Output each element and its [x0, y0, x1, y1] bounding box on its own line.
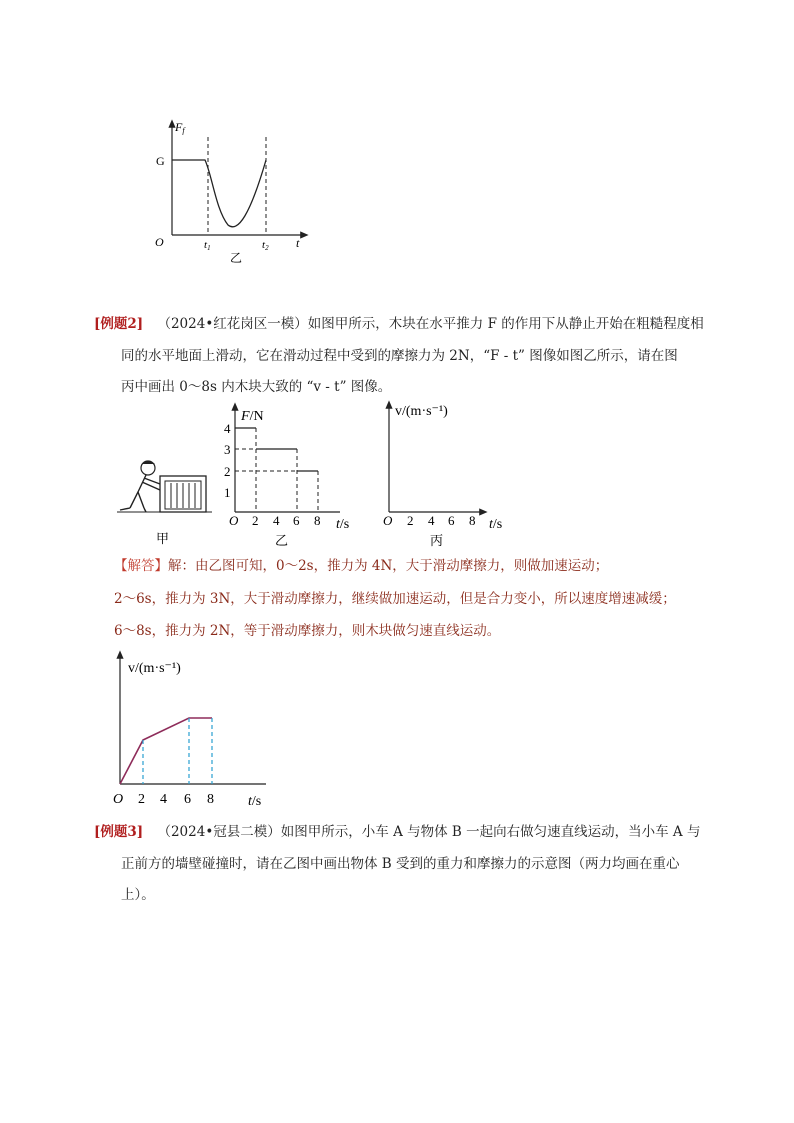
example2-line1 — [94, 318, 704, 332]
example3-line2: 正前方的墙壁碰撞时，请在乙图中画出物体 B 受到的重力和摩擦力的示意图（两力均画在重心 — [121, 856, 680, 872]
x-axis-label: t/s — [248, 794, 262, 809]
example3-line1 — [94, 826, 700, 840]
y-axis-label: v/(m·s⁻¹) — [128, 661, 181, 676]
t2-label: t2 — [262, 239, 269, 252]
x-tick-6: 6 — [184, 792, 191, 807]
velocity-curve — [120, 718, 212, 784]
origin-label: O — [383, 513, 393, 528]
answer-tag: 【解答】 — [114, 558, 168, 574]
figure-caption: 乙 — [275, 533, 289, 548]
x-tick-8: 8 — [469, 513, 476, 528]
person-legs — [120, 508, 146, 512]
y-tick-3: 3 — [224, 442, 231, 457]
answer-text-line1: 解：由乙图可知，0～2s，推力为 4N，大于滑动摩擦力，则做加速运动； — [168, 558, 609, 574]
x-tick-4: 4 — [428, 513, 435, 528]
answer-line2: 2～6s，推力为 3N，大于滑动摩擦力，继续做加速运动，但是合力变小，所以速度增速减缓； — [114, 591, 676, 607]
x-tick-4: 4 — [273, 513, 280, 528]
y-tick-1: 1 — [224, 485, 231, 500]
answer-line3: 6～8s，推力为 2N，等于滑动摩擦力，则木块做匀速直线运动。 — [114, 623, 501, 639]
x-axis-label: t/s — [336, 517, 350, 532]
force-time-graph — [220, 402, 360, 550]
y-tick-4: 4 — [224, 421, 231, 436]
figure-caption: 甲 — [156, 531, 170, 546]
person-body — [130, 475, 160, 508]
example2-tag: [例题2] — [94, 316, 144, 332]
empty-velocity-graph — [372, 398, 522, 550]
origin-label: O — [155, 235, 164, 249]
y-tick-2: 2 — [224, 464, 231, 479]
x-axis-label: t — [296, 236, 300, 250]
example2-text-line1: （2024•红花岗区一模）如图甲所示，木块在水平推力 F 的作用下从静止开始在粗糙程度相 — [157, 316, 704, 332]
x-tick-6: 6 — [448, 513, 455, 528]
friction-time-graph — [150, 115, 315, 270]
x-tick-8: 8 — [207, 792, 214, 807]
x-tick-4: 4 — [160, 792, 167, 807]
y-axis-label: Ff — [175, 120, 185, 135]
x-tick-8: 8 — [314, 513, 321, 528]
y-axis-label: v/(m·s⁻¹) — [395, 404, 448, 419]
x-tick-6: 6 — [293, 513, 300, 528]
friction-curve — [172, 160, 266, 227]
answer-line1 — [114, 560, 608, 574]
origin-label: O — [229, 513, 239, 528]
g-label: G — [156, 154, 165, 168]
x-axis-label: t/s — [489, 517, 503, 532]
push-block-figure — [112, 450, 217, 550]
figure-caption: 丙 — [430, 533, 444, 548]
x-tick-2: 2 — [252, 513, 259, 528]
example2-line2: 同的水平地面上滑动，它在滑动过程中受到的摩擦力为 2N，“F - t” 图像如图乙所示，请在图 — [121, 348, 678, 364]
figure-caption: 乙 — [230, 251, 243, 265]
origin-label: O — [113, 792, 124, 807]
example2-line3: 丙中画出 0～8s 内木块大致的 “v - t” 图像。 — [121, 379, 392, 395]
x-tick-2: 2 — [407, 513, 414, 528]
example3-text-line1: （2024•冠县二模）如图甲所示，小车 A 与物体 B 一起向右做匀速直线运动，当小车 A 与 — [157, 824, 701, 840]
example3-line3: 上）。 — [121, 887, 155, 903]
y-axis-label: F/N — [241, 409, 264, 424]
answer-velocity-graph — [108, 650, 278, 812]
example3-tag: [例题3] — [94, 824, 144, 840]
x-tick-2: 2 — [138, 792, 145, 807]
t1-label: t1 — [204, 239, 211, 252]
